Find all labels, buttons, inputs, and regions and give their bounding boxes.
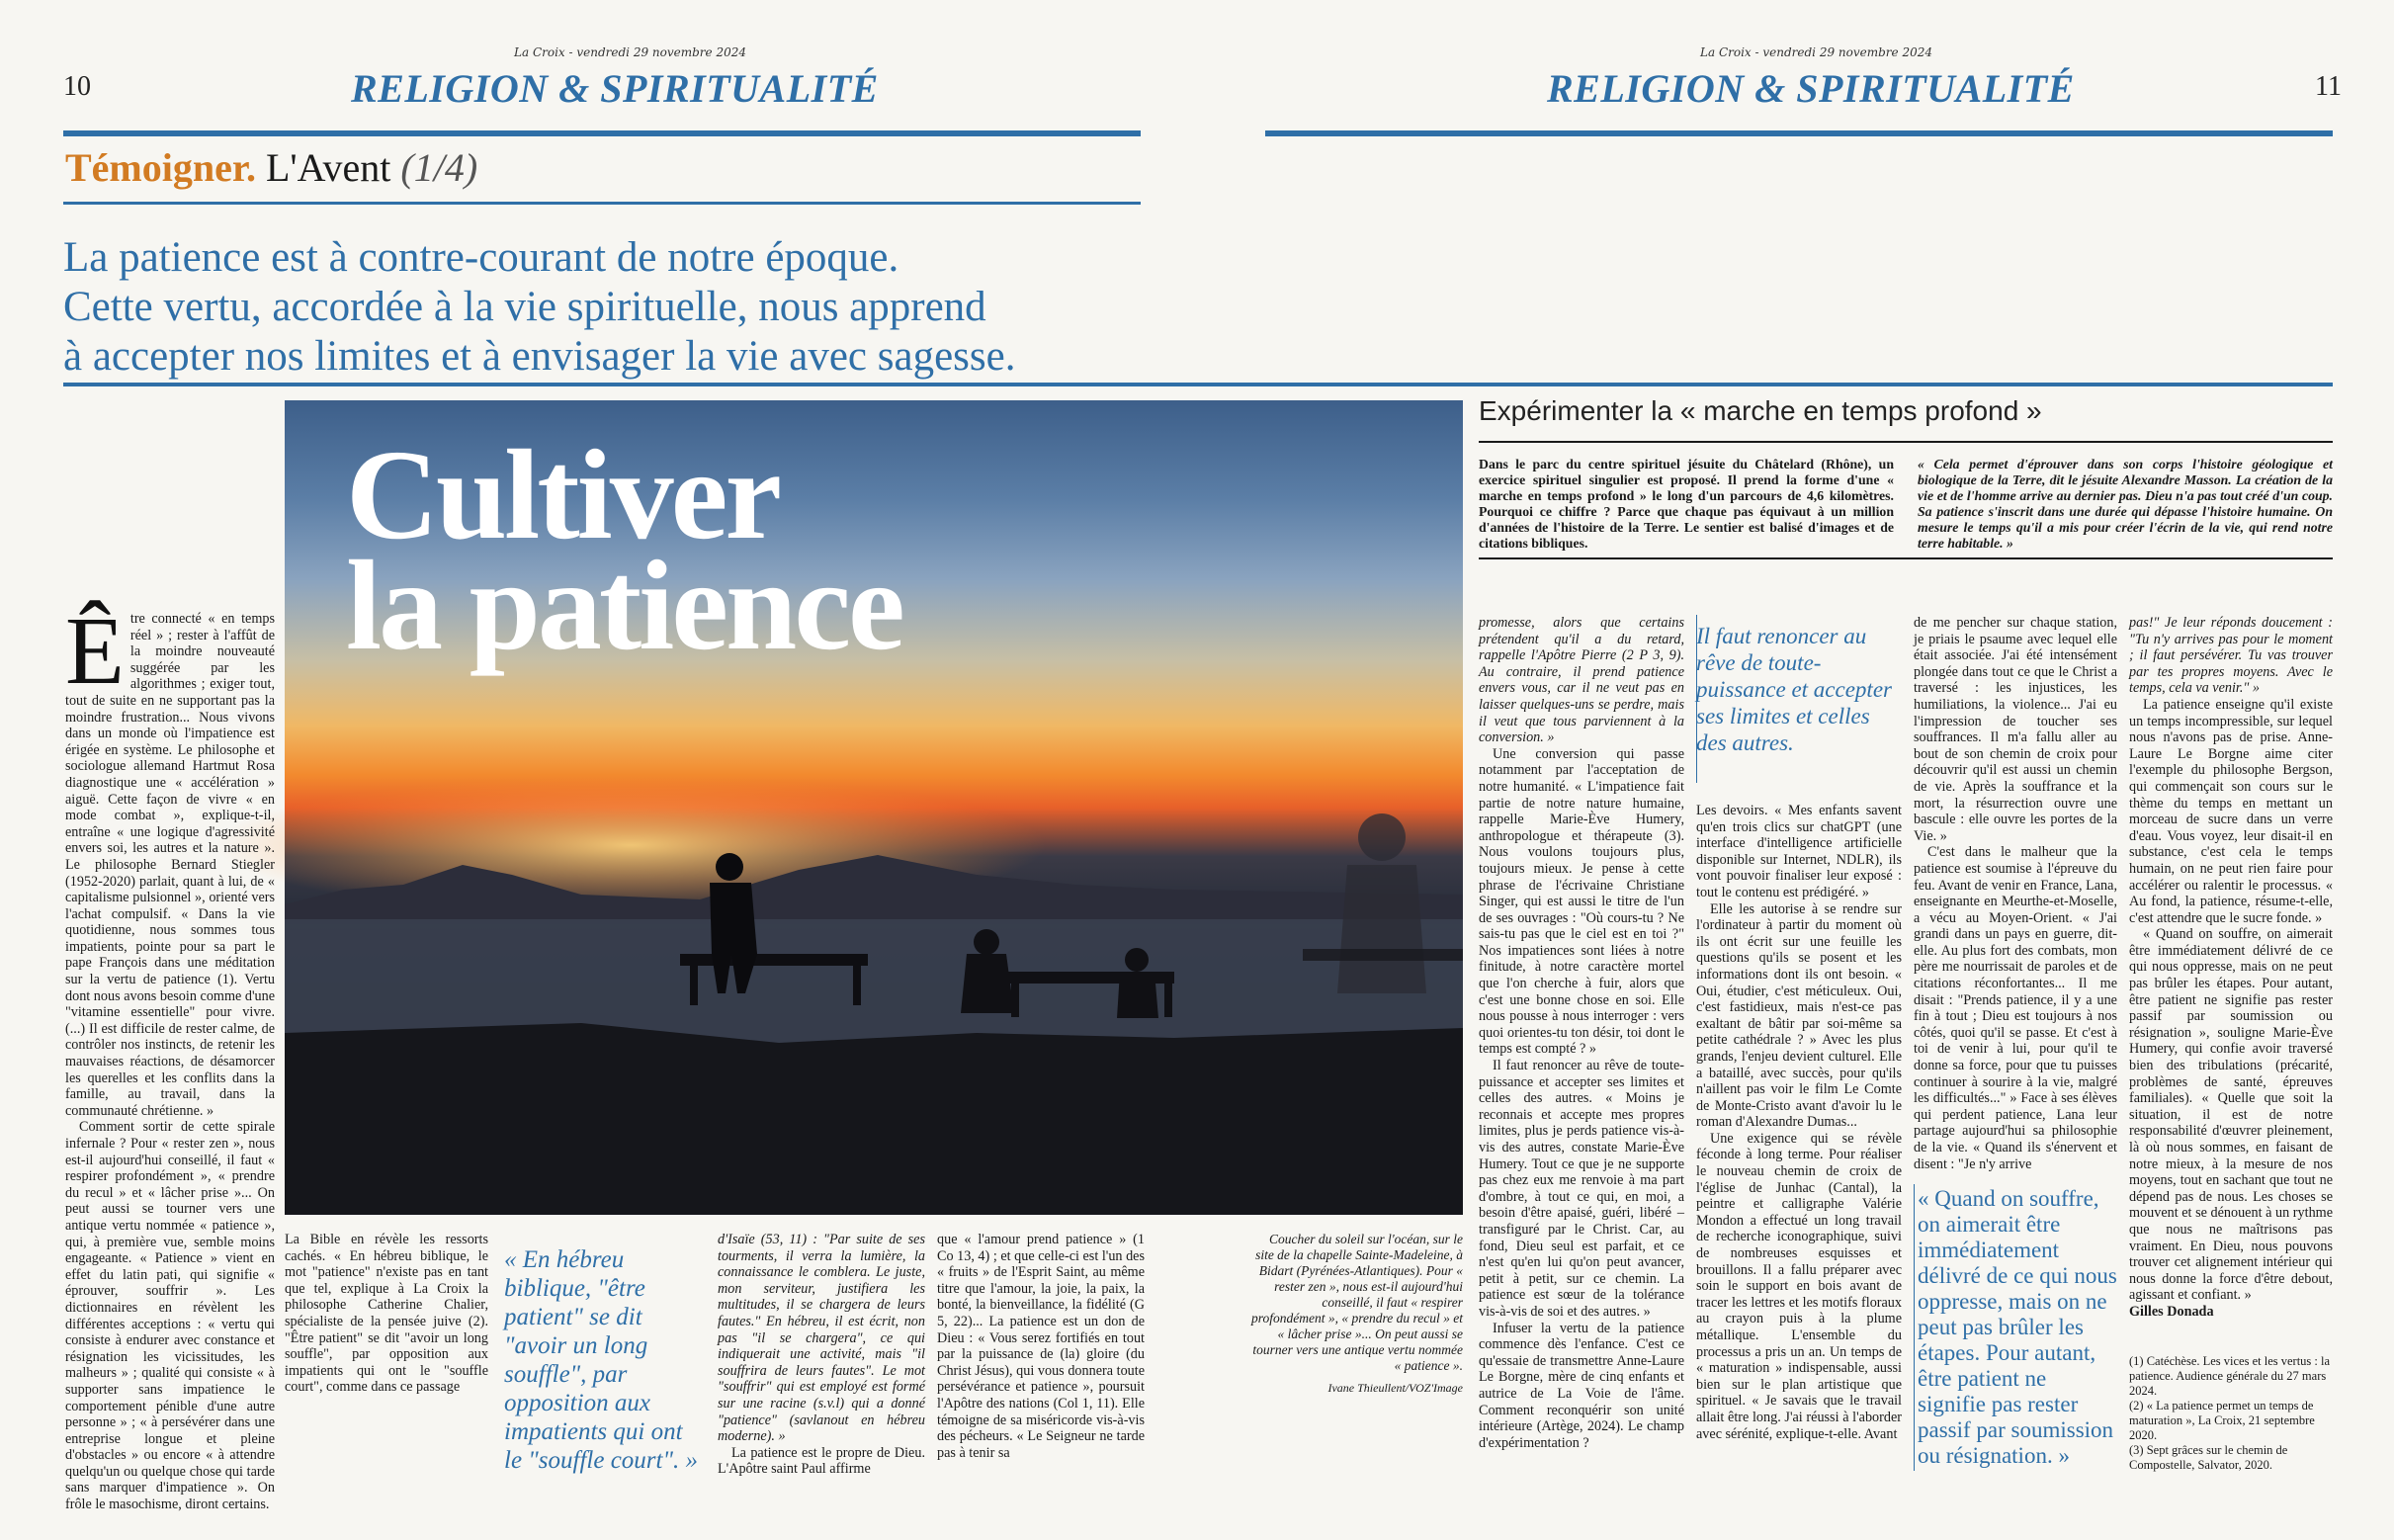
lede-line-1: La patience est à contre-courant de notre époque. [63, 234, 899, 281]
photo-credit: Ivane Thieullent/VOZ'Image [1327, 1381, 1463, 1395]
kicker-rule [63, 202, 1141, 205]
sidebar-rule-bottom [1479, 557, 2333, 559]
kicker-label: Témoigner. [65, 145, 256, 190]
column-6-text-3: Une exigence qui se révèle féconde à long terme. Pour réaliser le nouveau chemin de croix de l'église de Junhac (Cantal), la peintre et calligraphe Valérie Mondon a effectué un long travail de recherche iconographique, suivi de nombreuses esquisses et brouillons. Il a fallu préparer avec soin le support en bois avant de tracer les lettres et les motifs floraux au crayon puis à la plume métallique. L'ensemble du processus a pris un an. Un temps de « maturation » indispensable, aussi bien sur le plan artistique que spirituel. « Je savais que le travail allait être long. J'ai réussi à l'aborder avec sérénité, explique-t-elle. Avant [1696, 1130, 1902, 1442]
article-column-7 [1914, 615, 2117, 1178]
article-column-5 [1479, 615, 1684, 1475]
sidebar-rule-top [1479, 441, 2333, 443]
column-1-text: tre connecté « en temps réel » ; rester à l'affût de la moindre nouveauté suggérée par les algorithmes ; exiger tout, tout de suite en ne supportant pas la moindre frustration... Nous vivons dans un monde où l'impatience est érigée en système. Le philosophe et sociologue allemand Hartmut Rosa diagnostique une « accélération » aiguë. Cette façon de vivre « en mode combat », explique-t-il, entraîne « une logique d'agressivité envers soi, les autres et la nature ». Le philosophe Bernard Stiegler (1952-2020) parlait, quant à lui, de « capitalisme pulsionnel », orienté vers l'achat compulsif. « Dans la vie quotidienne, nous sommes tous impatients, pointe pour sa part le pape François dans une méditation sur la vertu de patience (1). Vertu dont nous avons besoin comme d'une "vitamine essentielle" pour vivre. (...) Il est difficile de rester calme, de contrôler nos instincts, de retenir les mauvaises réactions, de désamorcer les querelles et les conflits dans la famille, au travail, dans la communauté chrétienne. » [65, 611, 275, 1119]
column-3-text-2: La patience est le propre de Dieu. L'Apôtre saint Paul affirme [718, 1444, 925, 1478]
section-title-left: RELIGION & SPIRITUALITÉ [351, 66, 879, 111]
article-column-1 [65, 598, 275, 1513]
sidebar-title: Expérimenter la « marche en temps profond » [1479, 395, 2042, 426]
pull-quote-3-rule [1914, 1184, 1915, 1471]
lede-line-3: à accepter nos limites et à envisager la vie avec sagesse. [63, 333, 1016, 380]
column-3-text: d'Isaïe (53, 11) : "Par suite de ses tourments, il verra la lumière, la connaissance le comblera. Le juste, mon serviteur, justifiera les multitudes, il se chargera de leurs fautes." En hébreu, il est écrit, non pas "il se chargera", ce qui indiquerait une activité, mais "il souffrira de leurs fautes". Le mot "souffrir" qui est employé est formé sur une racine (s.v.l) qui a donné "patience" (savlanout en hébreu moderne). » [718, 1232, 925, 1445]
column-5-text-3: Il faut renoncer au rêve de toute-puissance et accepter ses limites et celles des autres. « Moins je reconnais et accepte mes propres limites, plus je perds patience vis-à-vis des autres, constate Marie-Ève Humery. Tout ce que je ne supporte pas chez eux me renvoie à ma part d'ombre, à tout ce qui, en moi, a besoin d'être apaisé, guéri, libéré – transfiguré par le Christ. Car, au fond, Dieu seul est parfait, et ce n'est qu'en lui qu'on peut avancer, petit à petit, sur ce chemin. La patience est sœur de la tolérance vis-à-vis de soi et des autres. » [1479, 1058, 1684, 1320]
column-1-text-2: Comment sortir de cette spirale infernale ? Pour « rester zen », nous est-il aujourd'hui conseillé, il faut « respirer profondément », « prendre du recul » et « lâcher prise »... On peut aussi se tourner vers une antique vertu nommée « patience », qui, à première vue, semble moins engageante. « Patience » vient en effet du latin pati, qui signifie « éprouver, souffrir ». Les dictionnaires en révèlent les différentes acceptions : « vertu qui consiste à endurer avec constance et résignation les vicissitudes, les malheurs » ; qualité qui consiste « à supporter sans impatience le comportement pénible d'une autre personne » ; « à persévérer dans une entreprise longue et pleine d'obstacles » ou encore « à attendre quelqu'un ou quelque chose qui tarde sans marquer d'impatience ». On frôle le masochisme, diront certains. [65, 1119, 275, 1513]
dateline-right: La Croix - vendredi 29 novembre 2024 [1700, 45, 1933, 59]
kicker-series: (1/4) [400, 145, 478, 190]
column-5-text-4: Infuser la vertu de la patience commence dès l'enfance. C'est ce qu'essaie de transmettre Anne-Laure Le Borgne, mère de cinq enfants et autrice de La Voie de l'âme. Comment reconquérir son unité intérieure (Artège, 2024). Le champ d'expérimentation ? [1479, 1320, 1684, 1451]
sidebar-column-a: Dans le parc du centre spirituel jésuite du Châtelard (Rhône), un exercice spirituel singulier est proposé. Il prend la forme d'une « marche en temps profond » le long d'un parcours de 4,6 kilomètres. Pourquoi ce chiffre ? Parce que chaque pas équivaut à un million d'années de l'histoire de la Terre. Le sentier est balisé d'images et de citations bibliques. [1479, 457, 1894, 551]
header-rule-left [63, 130, 1141, 136]
article-column-3 [718, 1232, 925, 1479]
lede [63, 233, 1249, 382]
column-6-text: Les devoirs. « Mes enfants savent qu'en trois clics sur chatGPT (une interface d'intelligence artificielle disponible sur Internet, NDLR), ils vont pouvoir finaliser leur exposé : tout le contenu est prédigéré. » [1696, 803, 1902, 900]
lede-line-2: Cette vertu, accordée à la vie spirituelle, nous apprend [63, 284, 986, 330]
drop-cap: Ê [65, 598, 125, 705]
kicker [65, 144, 477, 191]
pull-quote-2: Il faut renoncer au rêve de toute-puissance et accepter ses limites et celles des autres. [1696, 624, 1892, 755]
footnotes [2129, 1354, 2333, 1473]
column-2-text: La Bible en révèle les ressorts cachés. « En hébreu biblique, le mot "patience" n'existe pas en tant que tel, explique à La Croix la philosophe Catherine Chalier, spécialiste de la pensée juive (2). "Être patient" se dit "avoir un long souffle", par opposition aux impatients qui ont le "souffle court", comme dans ce passage [285, 1232, 488, 1396]
page-number-right: 11 [2315, 71, 2342, 102]
article-column-8 [2129, 615, 2333, 1348]
headline [346, 424, 902, 677]
header-rule-right [1265, 130, 2333, 136]
column-5-text-2: Une conversion qui passe notamment par l'acceptation de notre humanité. « L'impatience fait partie de notre nature humaine, rappelle Marie-Ève Humery, anthropologue et thérapeute (3). Nous voulons toujours plus, toujours mieux. Je pense à cette phrase de l'écrivaine Christiane Singer, qui est aussi le titre de l'un de ses ouvrages : "Où cours-tu ? Ne sais-tu pas que le ciel est en toi ?" Nos impatiences sont liées à notre finitude, à notre caractère mortel que l'on cherche à fuir, alors que c'est une bonne chose en soi. Elle nous pousse à nous interroger : vers quoi orientes-tu ton désir, toi dont le temps est compté ? » [1479, 745, 1684, 1058]
footnote-3: (3) Sept grâces sur le chemin de Compostelle, Salvator, 2020. [2129, 1443, 2288, 1472]
photo-caption [1247, 1232, 1463, 1396]
column-8-text: pas!" Je leur réponds doucement : "Tu n'y arrives pas pour le moment ; il faut persévérer. Tu vas trouver par tes propres moyens. Avec le temps, cela va venir." » [2129, 615, 2333, 697]
column-8-text-3: « Quand on souffre, on aimerait être immédiatement délivré de ce qui nous oppresse, mais on ne peut pas brûler les étapes. Pour autant, être patient ne signifie pas rester passif par soumission ou résignation », souligne Marie-Ève Humery, qui confie avoir traversé bien des tribulations (précarité, problèmes de santé, épreuves familiales). « Quelle que soit la situation, il est de notre responsabilité d'œuvrer pleinement, là où nous sommes, en faisant de notre mieux, à la mesure de nos moyens, tout en sachant que tout ne dépend pas de nous. Les choses se mouvent et se dénouent à un rythme que nous ne maîtrisons pas vraiment. En Dieu, nous pouvons trouver cet alignement intérieur qui nous donne la force d'être debout, agissant et confiant. » [2129, 926, 2333, 1304]
sunset-photo [285, 400, 1463, 1215]
photo-caption-text: Coucher du soleil sur l'océan, sur le site de la chapelle Sainte-Madeleine, à Bidart (Pyrénées-Atlantiques). Pour « rester zen », nous est-il aujourd'hui conseillé, il faut « respirer profondément », « prendre du recul » et « lâcher prise »... On peut aussi se tourner vers une antique vertu nommée « patience ». [1251, 1232, 1463, 1373]
column-4-text: que « l'amour prend patience » (1 Co 13, 4) ; et que celle-ci est l'un des « fruits » de l'Esprit Saint, au même titre que l'amour, la joie, la paix, la bonté, la bienveillance, la fidélité (G 5, 22)... La patience est un don de Dieu : « Vous serez fortifiés en tout par la puissance de (la) gloire (du Christ Jésus), qui vous donnera toute persévérance et patience », poursuit l'Apôtre des nations (Col 1, 11). Elle témoigne de sa miséricorde vis-à-vis des pécheurs. « Le Seigneur ne tarde pas à tenir sa [937, 1232, 1145, 1461]
pull-quote-3: « Quand on souffre, on aimerait être immédiatement délivré de ce qui nous oppresse, mais on ne peut pas brûler les étapes. Pour autant, être patient ne signifie pas rester passif par soumission ou résignation. » [1918, 1186, 2117, 1468]
section-title-right: RELIGION & SPIRITUALITÉ [1547, 66, 2075, 111]
article-column-2 [285, 1232, 488, 1479]
article-column-6 [1696, 803, 1902, 1477]
dateline-left: La Croix - vendredi 29 novembre 2024 [514, 45, 747, 59]
pull-quote-1: « En hébreu biblique, "être patient" se dit "avoir un long souffle", par opposition aux impatients qui ont le "souffle court". » [504, 1246, 698, 1474]
footnote-1: (1) Catéchèse. Les vices et les vertus : la patience. Audience générale du 27 mars 2024. [2129, 1354, 2331, 1398]
kicker-topic: L'Avent [265, 145, 391, 190]
column-7-text: de me pencher sur chaque station, je priais le psaume avec lequel elle était associée. J'ai été intensément plongée dans tout ce que le Christ a traversé : les injustices, les humiliations, la violence... J'ai eu l'impression de toucher ses souffrances. Il m'a fallu aller au bout de son chemin de croix pour découvrir qu'il est aussi un chemin de vie. Après la souffrance et la mort, la résurrection ouvre une bascule : elle ouvre les portes de la Vie. » [1914, 615, 2117, 844]
article-column-4 [937, 1232, 1145, 1479]
lede-rule [63, 383, 2333, 386]
column-5-text: promesse, alors que certains prétendent qu'il a du retard, rappelle l'Apôtre Pierre (2 P 3, 9). Au contraire, il prend patience envers vous, car il ne veut pas en laisser quelques-uns se perdre, mais il veut que tous parviennent à la conversion. » [1479, 615, 1684, 746]
column-8-text-2: La patience enseigne qu'il existe un temps incompressible, sur lequel nous n'avons pas de prise. Anne-Laure Le Borgne aime citer l'exemple du philosophe Bergson, qui commençait son cours sur le thème du temps en mettant un morceau de sucre dans un verre d'eau. Vous voyez, leur disait-il en substance, c'est cela le temps humain, on ne peut rien faire pour accélérer ou ralentir le processus. « Au fond, la patience, résume-t-elle, c'est attendre que le sucre fonde. » [2129, 696, 2333, 926]
headline-line-1: Cultiver [346, 424, 780, 566]
page-number-left: 10 [63, 71, 91, 102]
headline-line-2: la patience [346, 535, 902, 677]
footnote-2: (2) « La patience permet un temps de maturation », La Croix, 21 septembre 2020. [2129, 1399, 2315, 1442]
sidebar-column-b: « Cela permet d'éprouver dans son corps l'histoire géologique et biologique de la Terre, dit le jésuite Alexandre Masson. La création de la vie et de l'homme arrive au dernier pas. Dieu n'a pas tout créé d'un coup. Sa patience s'inscrit dans une durée qui dépasse l'histoire humaine. On mesure le temps qu'il a mis pour créer l'écrin de la vie, qui rend notre terre habitable. » [1918, 457, 2333, 551]
column-6-text-2: Elle les autorise à se rendre sur l'ordinateur à partir du moment où ils ont écrit sur une feuille les questions qu'ils se posent et les informations dont ils ont besoin. « Oui, étudier, c'est méticuleux. Oui, c'est fastidieux, mais n'est-ce pas exaltant de bâtir par soi-même sa petite cathédrale ? » Avec les plus grands, l'enjeu devient culturel. Elle a bataillé, avec succès, pour qu'ils n'aillent pas voir le film Le Comte de Monte-Cristo avant d'avoir lu le roman d'Alexandre Dumas... [1696, 900, 1902, 1131]
column-7-text-2: C'est dans le malheur que la patience est soumise à l'épreuve du feu. Avant de venir en France, Lana, enseignante en Meurthe-et-Moselle, a vécu au Moyen-Orient. « J'ai grandi dans un pays en guerre, dit-elle. Au plus fort des combats, mon père me nourrissait de paroles et de citations réconfortantes... Il me disait : "Prends patience, il y a une fin à tout ; Dieu est toujours à nos côtés, quoi qu'il se passe. Et c'est à toi de venir à lui, pour qu'il te donne sa force, pour que tu puisses continuer à sourire à la vie, malgré les difficultés..." » Face à ses élèves qui perdent patience, Lana leur partage aujourd'hui sa philosophie de la vie. « Quand ils s'énervent et disent : "Je n'y arrive [1914, 844, 2117, 1172]
byline: Gilles Donada [2129, 1303, 2214, 1320]
